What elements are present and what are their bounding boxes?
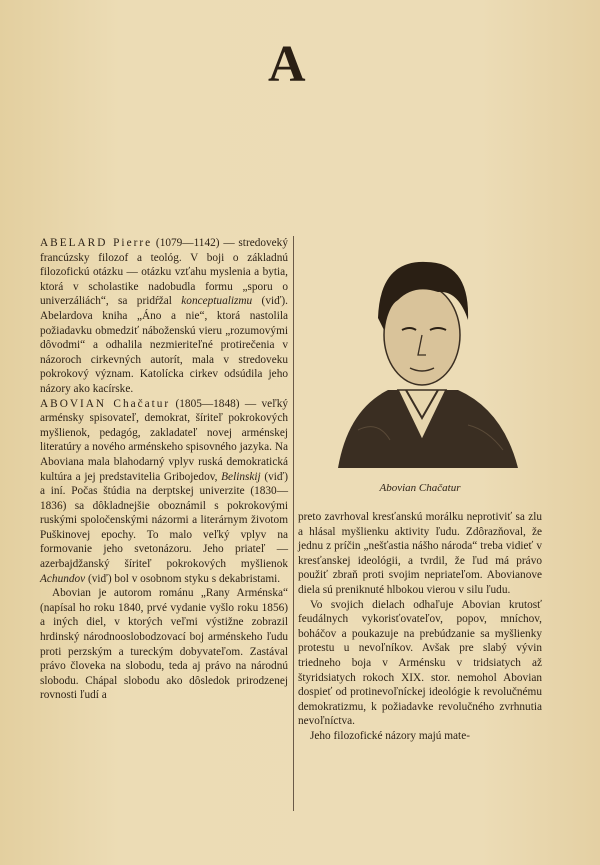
paragraph: Abovian je autorom románu „Rany Arménska“ (napísal ho roku 1840, prvé vydanie vyšlo roku 1856) a iných diel, v ktorých veľmi výstižne zobrazil hrdinský národnooslobodzovací boj arménskeho ľudu proti perzským a tureckým dobyvateľom. Zastával právo človeka na slobodu, teda aj právo na národnú slobodu. Chápal slobodu ako dôsledok prirodzenej rovnosti ľudí a xyxy=(40,587,288,702)
section-letter: A xyxy=(268,36,306,93)
paragraph: Jeho filozofické názory majú mate- xyxy=(310,729,470,742)
paragraph: preto zavrhoval kresťanskú morálku neprotiviť sa zlu a hlásal myšlienku aktivity ľudu. Zdôrazňoval, že jednu z príčin „nešťastia nášho národa“ treba vidieť v kresťanskej ideológii, a tvrdil, že ľud má právo použiť zbraň proti svojim nepriateľom. Abovianove diela sú preniknuté hlbokou vierou v silu ľudu. xyxy=(298,511,542,596)
left-column xyxy=(40,236,288,703)
entry-name: ABELARD Pierre xyxy=(40,237,153,249)
column-divider xyxy=(293,236,294,811)
paragraph: Vo svojich dielach odhaľuje Abovian krutosť feudálnych vykorisťovateľov, popov, mníchov, boháčov a poukazuje na prebúdzanie sa myšlienky protestu u nevoľníkov. Avšak pre slabý vývin triedneho boja v Arménsku v tridsiatych až štyridsiatych rokoch XIX. stor. nemohol Abovian dospieť od protinevoľníckej ideológie k revolučnému demokratizmu, k požiadavke revolučného zvrhnutia nevoľníctva. xyxy=(298,598,542,728)
right-column xyxy=(298,510,542,744)
entry-name: ABOVIAN Chačatur xyxy=(40,397,171,410)
entry-abovian: ABOVIAN Chačatur (1805—1848) — veľký arménsky spisovateľ, demokrat, šíriteľ pokrokových myšlienok, pedagóg, zakladateľ novej arménskej literatúry a nového arménskeho spisovného jazyka. Na Aboviana mala blahodarný vplyv ruská demokratická kultúra a jej predstavitelia Gribojedov, Belinskij (viď) a iní. Počas štúdia na derptskej univerzite (1830—1836) sa dôkladnejšie oboznámil s pokrokovými ruskými spoločenskými názormi a literárnym životom Puškinovej epochy. To malo veľký vplyv na formovanie jeho svetonázoru. Jeho priateľ — azerbajdžanský šíriteľ pokrokových myšlienok Achundov (viď) bol v osobnom styku s dekabristami. xyxy=(40,397,289,585)
portrait-caption: Abovian Chačatur xyxy=(379,482,461,494)
entry-abelard: ABELARD Pierre (1079—1142) — stredoveký francúzsky filozof a teológ. V boji o základnú filozofickú otázku — otázku vzťahu myslenia a bytia, ktorá v scholastike nadobudla formu „sporu o univerzáliách“, sa pridŕžal konceptualizmu (viď). Abelardova kniha „Áno a nie“, ktorá nastolila požiadavku obmedziť náboženskú vieru „rozumovými dôvodmi“ a odhalila nezmieriteľné protirečenia v názoroch cirkevných autorít, mala v stredoveku pokrokový význam. Katolícka cirkev odsúdila jeho názory ako kacírske. xyxy=(40,237,288,395)
portrait-image xyxy=(318,240,526,468)
